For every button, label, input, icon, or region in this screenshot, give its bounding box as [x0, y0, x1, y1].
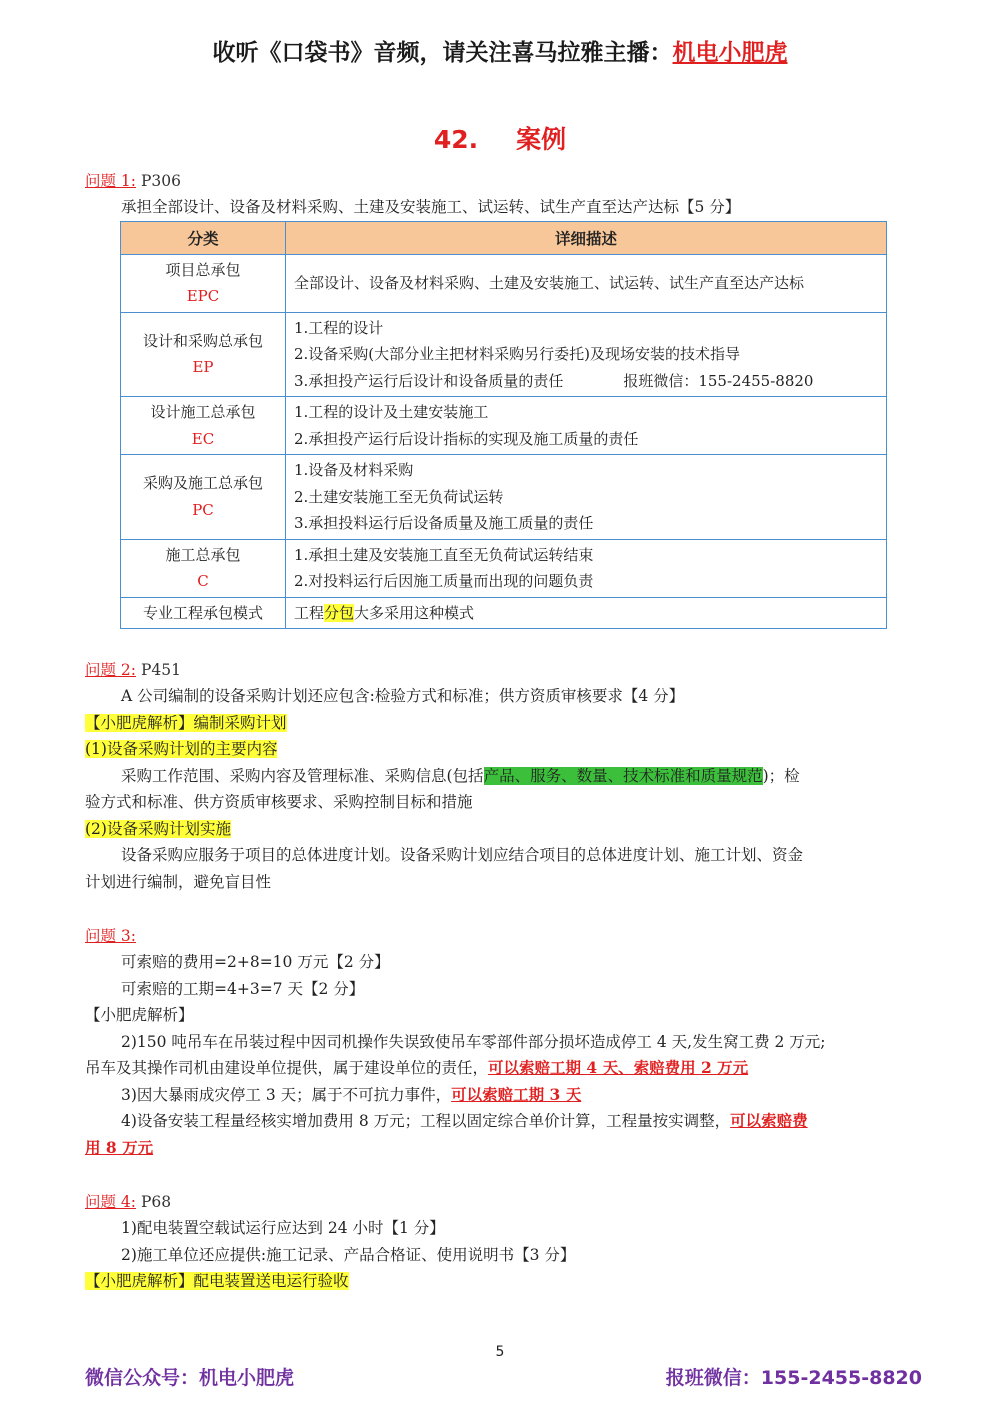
row-description — [286, 539, 887, 597]
q3-point3 — [85, 1082, 920, 1109]
row-category — [121, 254, 286, 312]
q1-label: 问题 1: — [85, 172, 137, 190]
title-number: 42. — [433, 125, 479, 154]
q3-label: 问题 3: — [85, 927, 137, 945]
category-code: EC — [191, 429, 215, 448]
table-row — [121, 597, 887, 629]
title-text: 案例 — [516, 125, 567, 154]
table-header-category: 分类 — [121, 221, 286, 254]
description-line: 1.工程的设计 — [294, 318, 384, 337]
table-row — [121, 455, 887, 540]
description-line: 2.土建安装施工至无负荷试运转 — [294, 487, 504, 506]
category-name: 采购及施工总承包 — [142, 474, 263, 493]
description-line: 全部设计、设备及材料采购、土建及安装施工、试运转、试生产直至达产达标 — [294, 273, 805, 292]
table-row — [121, 397, 887, 455]
q4-label: 问题 4: — [85, 1193, 137, 1211]
highlight-text: (2)设备采购计划实施 — [85, 819, 231, 838]
green-highlight-text: 产品、服务、数量、技术标准和质量规范 — [483, 766, 763, 785]
q1-ref: P306 — [140, 172, 181, 190]
highlight-text: (1)设备采购计划的主要内容 — [85, 740, 278, 758]
row-description — [286, 597, 887, 629]
body-text: )；检 — [762, 766, 800, 785]
body-text: 3)因大暴雨成灾停工 3 天；属于不可抗力事件， — [121, 1085, 452, 1104]
q2-heading — [85, 657, 920, 683]
row-category — [121, 312, 286, 397]
row-description — [286, 397, 887, 455]
category-name: 设计和采购总承包 — [142, 331, 263, 350]
q2-sub1-title — [85, 736, 920, 763]
row-category — [121, 397, 286, 455]
row-category — [121, 597, 286, 629]
key-answer-text: 用 8 万元 — [85, 1137, 154, 1157]
key-answer-text: 可以索赔费 — [730, 1111, 808, 1130]
q3-heading — [85, 923, 920, 949]
category-name: 施工总承包 — [165, 545, 241, 564]
q2-sub2-line2: 计划进行编制，避免盲目性 — [85, 872, 272, 891]
category-code: EP — [192, 358, 214, 377]
description-line: 2.设备采购(大部分业主把材料采购另行委托)及现场安装的技术指导 — [294, 345, 741, 363]
description-line: 2.对投料运行后因施工质量而出现的问题负责 — [294, 572, 594, 590]
main-content — [85, 168, 920, 1295]
highlight-text: 【小肥虎解析】配电装置送电运行验收 — [85, 1272, 349, 1290]
row-description — [286, 455, 887, 540]
header-text: 收听《口袋书》音频，请关注喜马拉雅主播： — [212, 40, 673, 66]
category-name: 项目总承包 — [165, 260, 241, 279]
body-text: 4)设备安装工程量经核实增加费用 8 万元；工程以固定综合单价计算，工程量按实调整， — [121, 1112, 731, 1130]
page-header — [0, 34, 1000, 67]
description-line: 3.承担投料运行后设备质量及施工质量的责任 — [294, 514, 594, 532]
description-text: 3.承担投产运行后设计和设备质量的责任 — [294, 371, 564, 390]
key-answer-text: 可以索赔工期 4 天、索赔费用 2 万元 — [488, 1058, 749, 1077]
q2-sub1-body — [85, 763, 920, 790]
description-line: 2.承担投产运行后设计指标的实现及施工质量的责任 — [294, 429, 639, 448]
q4-heading — [85, 1189, 920, 1215]
footer-wechat-account: 微信公众号：机电小肥虎 — [85, 1367, 295, 1389]
category-code: EPC — [186, 287, 220, 305]
description-line: 1.工程的设计及土建安装施工 — [294, 403, 489, 421]
contact-wechat: 报班微信：155-2455-8820 — [623, 371, 814, 390]
description-line — [294, 368, 878, 395]
table-row — [121, 312, 887, 397]
q3-point2-line2 — [85, 1055, 920, 1082]
description-text: 工程 — [294, 603, 325, 622]
q4-answer-2: 2)施工单位还应提供:施工记录、产品合格证、使用说明书【3 分】 — [121, 1245, 576, 1264]
description-text: 大多采用这种模式 — [354, 603, 475, 622]
q2-sub1-cont: 验方式和标准、供方资质审核要求、采购控制目标和措施 — [85, 793, 473, 811]
row-category — [121, 455, 286, 540]
q3-point4-cont — [85, 1135, 920, 1162]
header-brand-link[interactable]: 机电小肥虎 — [672, 40, 788, 66]
q2-answer: A 公司编制的设备采购计划还应包含:检验方式和标准；供方资质审核要求【4 分】 — [121, 687, 685, 705]
category-name: 专业工程承包模式 — [142, 603, 263, 622]
q3-point4 — [85, 1108, 920, 1135]
q2-sub2-title — [85, 816, 920, 843]
q1-heading — [85, 168, 920, 194]
page-number: 5 — [495, 1344, 505, 1360]
q1-answer: 承担全部设计、设备及材料采购、土建及安装施工、试运转、试生产直至达产达标【5 分】 — [121, 198, 741, 216]
q3-answer-2: 可索赔的工期=4+3=7 天【2 分】 — [121, 979, 365, 998]
highlight-text: 分包 — [324, 603, 355, 622]
table-header-description: 详细描述 — [286, 221, 887, 254]
category-code: PC — [192, 500, 214, 519]
category-code: C — [197, 572, 209, 590]
table-row — [121, 539, 887, 597]
body-text: 采购工作范围、采购内容及管理标准、采购信息(包括 — [121, 766, 484, 785]
row-description — [286, 312, 887, 397]
description-line: 1.设备及材料采购 — [294, 461, 414, 479]
row-description — [286, 254, 887, 312]
footer-contact: 报班微信：155-2455-8820 — [665, 1367, 922, 1389]
description-line: 1.承担土建及安装施工直至无负荷试运转结束 — [294, 545, 594, 564]
q2-analysis-title — [85, 710, 920, 737]
key-answer-text: 可以索赔工期 3 天 — [451, 1084, 582, 1104]
highlight-text: 【小肥虎解析】编制采购计划 — [85, 713, 287, 732]
table-header-row — [121, 221, 887, 254]
body-text: 吊车及其操作司机由建设单位提供，属于建设单位的责任， — [85, 1059, 489, 1077]
q2-label: 问题 2: — [85, 661, 137, 679]
page-title — [0, 120, 1000, 156]
q4-analysis-title — [85, 1268, 920, 1295]
q2-sub2-line1: 设备采购应服务于项目的总体进度计划。设备采购计划应结合项目的总体进度计划、施工计划、资金 — [121, 846, 804, 864]
q3-answer-1: 可索赔的费用=2+8=10 万元【2 分】 — [121, 953, 390, 971]
category-name: 设计施工总承包 — [150, 403, 256, 421]
contract-mode-table — [120, 221, 887, 630]
q3-analysis-title: 【小肥虎解析】 — [85, 1006, 194, 1024]
q3-point2-line1: 2)150 吨吊车在吊装过程中因司机操作失误致使吊车零部件部分损坏造成停工 4 天,发生窝工费 2 万元; — [121, 1032, 826, 1051]
row-category — [121, 539, 286, 597]
q4-ref: P68 — [140, 1193, 172, 1211]
q4-answer-1: 1)配电装置空载试运行应达到 24 小时【1 分】 — [121, 1219, 445, 1237]
q2-ref: P451 — [140, 661, 181, 679]
table-row — [121, 254, 887, 312]
